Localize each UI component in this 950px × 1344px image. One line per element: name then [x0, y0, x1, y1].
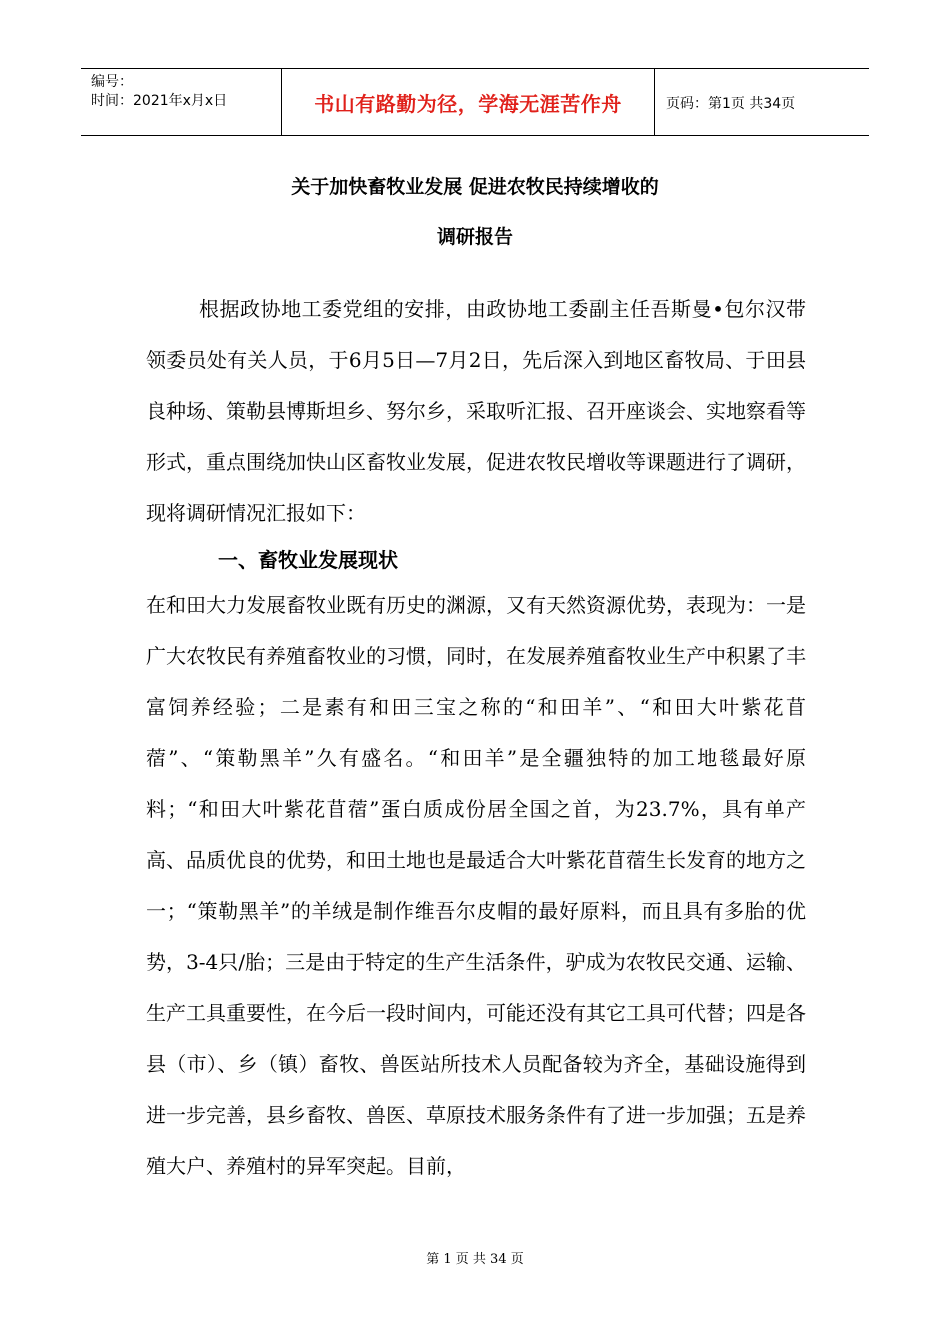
- header-number-label: 编号：: [91, 74, 133, 90]
- section-heading: 一、畜牧业发展现状: [218, 548, 398, 572]
- header-page-info: 页码：第1页 共34页: [666, 95, 796, 112]
- header-divider-left: [281, 69, 282, 135]
- header-motto: 书山有路勤为径，学海无涯苦作舟: [314, 92, 622, 116]
- header-meta: [91, 73, 227, 111]
- intro-paragraph: 根据政协地工委党组的安排，由政协地工委副主任吾斯曼•包尔汉带领委员处有关人员，于6月5日—7月2日，先后深入到地区畜牧局、于田县良种场、策勒县博斯坦乡、努尔乡，采取听汇报、召开座谈会、实地察看等形式，重点围绕加快山区畜牧业发展，促进农牧民增收等课题进行了调研，现将调研情况汇报如下：: [146, 297, 806, 525]
- header-date-label: 时间：2021年x月x日: [91, 93, 228, 109]
- header-divider-right: [654, 69, 655, 135]
- document-header: [81, 68, 869, 136]
- document-title-line2: 调研报告: [436, 226, 513, 248]
- section-paragraph: 在和田大力发展畜牧业既有历史的渊源，又有天然资源优势，表现为：一是广大农牧民有养殖畜牧业的习惯，同时，在发展养殖畜牧业生产中积累了丰富饲养经验；二是素有和田三宝之称的“和田羊”、“和田大叶紫花苜蓿”、“策勒黑羊”久有盛名。“和田羊”是全疆独特的加工地毯最好原料；“和田大叶紫花苜蓿”蛋白质成份居全国之首，为23.7%，具有单产高、品质优良的优势，和田土地也是最适合大叶紫花苜蓿生长发育的地方之一；“策勒黑羊”的羊绒是制作维吾尔皮帽的最好原料，而且具有多胎的优势，3-4只/胎；三是由于特定的生产生活条件，驴成为农牧民交通、运输、生产工具重要性，在今后一段时间内，可能还没有其它工具可代替；四是各县（市）、乡（镇）畜牧、兽医站所技术人员配备较为齐全，基础设施得到进一步完善，县乡畜牧、兽医、草原技术服务条件有了进一步加强；五是养殖大户、养殖村的异军突起。目前，: [146, 593, 806, 1178]
- page-footer: 第 1 页 共 34 页: [426, 1252, 524, 1267]
- document-title-line1: 关于加快畜牧业发展 促进农牧民持续增收的: [291, 176, 659, 198]
